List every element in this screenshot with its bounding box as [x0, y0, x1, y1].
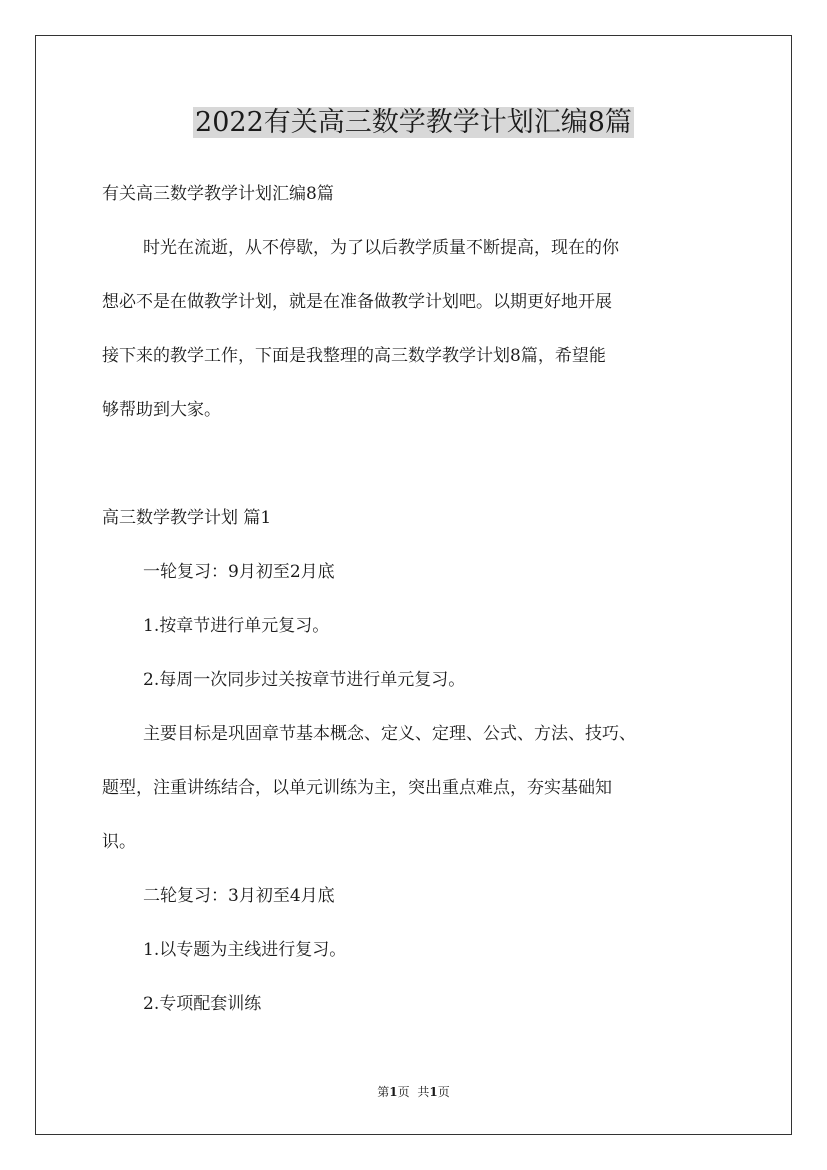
- goal-line-2: 题型，注重讲练结合，以单元训练为主，突出重点难点，夯实基础知: [102, 778, 612, 798]
- intro-line-1: 时光在流逝，从不停歇，为了以后教学质量不断提高，现在的你: [143, 238, 619, 258]
- document-body: [102, 176, 742, 1040]
- intro-line-4: 够帮助到大家。: [102, 400, 221, 420]
- footer-page-suffix: 页: [397, 1085, 410, 1099]
- footer-total-suffix: 页: [437, 1085, 450, 1099]
- footer-total-prefix: 共: [417, 1085, 430, 1099]
- round2-heading: 二轮复习：3月初至4月底: [143, 886, 335, 906]
- paragraph-gap: [102, 446, 742, 500]
- round1-heading: 一轮复习：9月初至2月底: [143, 562, 335, 582]
- round2-item-2: 2.专项配套训练: [143, 994, 262, 1014]
- goal-line-3: 识。: [102, 832, 136, 852]
- goal-line-1: 主要目标是巩固章节基本概念、定义、定理、公式、方法、技巧、: [143, 724, 636, 744]
- section-heading: 高三数学教学计划 篇1: [102, 508, 272, 528]
- document-title: [0, 103, 827, 143]
- footer-total-pages: 1: [429, 1085, 438, 1099]
- footer-page-number: 1: [389, 1085, 398, 1099]
- subtitle-line: 有关高三数学教学计划汇编8篇: [102, 184, 334, 204]
- footer-page-prefix: 第: [377, 1085, 390, 1099]
- page-footer: [0, 1083, 827, 1101]
- round1-item-2: 2.每周一次同步过关按章节进行单元复习。: [143, 670, 466, 690]
- title-highlight: 2022有关高三数学教学计划汇编8篇: [195, 107, 632, 138]
- round2-item-1: 1.以专题为主线进行复习。: [143, 940, 347, 960]
- intro-line-3: 接下来的教学工作，下面是我整理的高三数学教学计划8篇，希望能: [102, 346, 606, 366]
- round1-item-1: 1.按章节进行单元复习。: [143, 616, 330, 636]
- intro-line-2: 想必不是在做教学计划，就是在准备做教学计划吧。以期更好地开展: [102, 292, 612, 312]
